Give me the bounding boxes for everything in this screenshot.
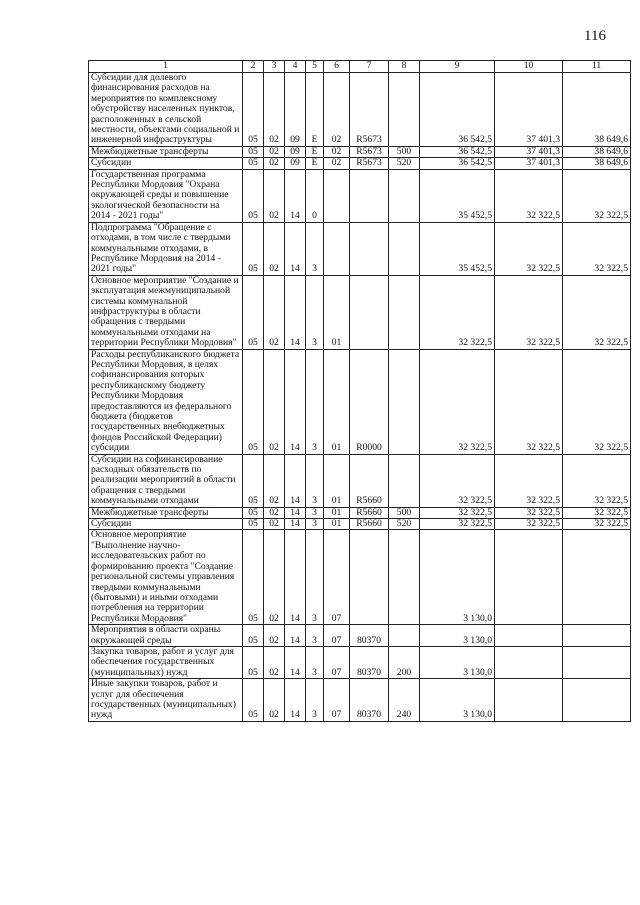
program-code-cell: 14 (285, 454, 306, 507)
amount-2019-cell: 3 130,0 (420, 646, 495, 678)
amount-2021-cell (563, 679, 631, 722)
table-row (89, 146, 631, 157)
subsection-code-cell: 02 (264, 519, 285, 530)
row-name-cell: Субсидии на софинансирование расходных обязательств по реализации мероприятий в области обращения с твердыми коммунальными отходами (89, 454, 243, 507)
section-code-cell: 05 (243, 73, 264, 147)
subprogram-code-cell: E (306, 73, 324, 147)
section-code-cell: 05 (243, 275, 264, 349)
subprogram-code-cell: 3 (306, 530, 324, 625)
amount-2021-cell: 32 322,5 (563, 275, 631, 349)
program-code-cell: 14 (285, 507, 306, 518)
amount-2019-cell: 32 322,5 (420, 275, 495, 349)
table-row (89, 169, 631, 222)
subsection-code-cell: 02 (264, 169, 285, 222)
event-code-cell: 07 (324, 625, 350, 647)
event-code-cell: 07 (324, 646, 350, 678)
header-cell: 2 (243, 61, 264, 73)
section-code-cell: 05 (243, 530, 264, 625)
expense-code-cell (350, 275, 389, 349)
expense-code-cell: R0000 (350, 349, 389, 454)
program-code-cell: 14 (285, 275, 306, 349)
section-code-cell: 05 (243, 646, 264, 678)
subsection-code-cell: 02 (264, 222, 285, 275)
header-cell: 9 (420, 61, 495, 73)
program-code-cell: 14 (285, 530, 306, 625)
subprogram-code-cell: E (306, 158, 324, 169)
amount-2020-cell: 32 322,5 (495, 519, 563, 530)
amount-2019-cell: 32 322,5 (420, 519, 495, 530)
expense-code-cell (350, 169, 389, 222)
section-code-cell: 05 (243, 146, 264, 157)
amount-2021-cell: 38 649,6 (563, 73, 631, 147)
section-code-cell: 05 (243, 169, 264, 222)
amount-2021-cell (563, 530, 631, 625)
subsection-code-cell: 02 (264, 454, 285, 507)
section-code-cell: 05 (243, 519, 264, 530)
subprogram-code-cell: 3 (306, 222, 324, 275)
amount-2021-cell (563, 625, 631, 647)
header-cell: 8 (389, 61, 420, 73)
event-code-cell: 02 (324, 73, 350, 147)
amount-2020-cell: 32 322,5 (495, 222, 563, 275)
section-code-cell: 05 (243, 454, 264, 507)
event-code-cell: 01 (324, 507, 350, 518)
subprogram-code-cell: 3 (306, 679, 324, 722)
table-row (89, 519, 631, 530)
type-code-cell: 520 (389, 158, 420, 169)
program-code-cell: 09 (285, 73, 306, 147)
event-code-cell: 01 (324, 349, 350, 454)
header-cell: 1 (89, 61, 243, 73)
header-cell: 4 (285, 61, 306, 73)
expense-code-cell (350, 530, 389, 625)
amount-2019-cell: 3 130,0 (420, 679, 495, 722)
amount-2019-cell: 32 322,5 (420, 507, 495, 518)
event-code-cell: 01 (324, 519, 350, 530)
subprogram-code-cell: 3 (306, 349, 324, 454)
event-code-cell (324, 222, 350, 275)
type-code-cell: 520 (389, 519, 420, 530)
expense-code-cell: 80370 (350, 625, 389, 647)
type-code-cell (389, 530, 420, 625)
expense-code-cell: R5660 (350, 507, 389, 518)
table-row (89, 454, 631, 507)
event-code-cell: 01 (324, 454, 350, 507)
program-code-cell: 14 (285, 646, 306, 678)
table-row (89, 73, 631, 147)
budget-table (88, 60, 631, 722)
program-code-cell: 09 (285, 158, 306, 169)
row-name-cell: Иные закупки товаров, работ и услуг для обеспечения государственных (муниципальных) нужд (89, 679, 243, 722)
amount-2020-cell: 32 322,5 (495, 454, 563, 507)
table-header-row (89, 61, 631, 73)
expense-code-cell: R5673 (350, 158, 389, 169)
amount-2021-cell: 32 322,5 (563, 222, 631, 275)
program-code-cell: 14 (285, 625, 306, 647)
row-name-cell: Субсидии для долевого финансирования расходов на мероприятия по комплексному обустройству населенных пунктов, расположенных в сельской местности, объектами социальной и инженерной инфраструктуры (89, 73, 243, 147)
row-name-cell: Межбюджетные трансферты (89, 146, 243, 157)
amount-2019-cell: 35 452,5 (420, 169, 495, 222)
table-row (89, 158, 631, 169)
amount-2019-cell: 35 452,5 (420, 222, 495, 275)
section-code-cell: 05 (243, 625, 264, 647)
program-code-cell: 14 (285, 519, 306, 530)
expense-code-cell: R5660 (350, 454, 389, 507)
header-cell: 5 (306, 61, 324, 73)
table-row (89, 275, 631, 349)
program-code-cell: 14 (285, 349, 306, 454)
section-code-cell: 05 (243, 158, 264, 169)
type-code-cell (389, 222, 420, 275)
type-code-cell: 500 (389, 507, 420, 518)
row-name-cell: Подпрограмма "Обращение с отходами, в том числе с твердыми коммунальными отходами, в Республике Мордовия на 2014 - 2021 годы" (89, 222, 243, 275)
amount-2019-cell: 32 322,5 (420, 454, 495, 507)
subsection-code-cell: 02 (264, 507, 285, 518)
amount-2021-cell: 32 322,5 (563, 349, 631, 454)
subsection-code-cell: 02 (264, 349, 285, 454)
subsection-code-cell: 02 (264, 158, 285, 169)
amount-2020-cell: 32 322,5 (495, 169, 563, 222)
type-code-cell: 240 (389, 679, 420, 722)
amount-2020-cell: 37 401,3 (495, 146, 563, 157)
subsection-code-cell: 02 (264, 275, 285, 349)
subprogram-code-cell: 3 (306, 519, 324, 530)
type-code-cell (389, 454, 420, 507)
event-code-cell (324, 169, 350, 222)
row-name-cell: Закупка товаров, работ и услуг для обеспечения государственных (муниципальных) нужд (89, 646, 243, 678)
table-row (89, 530, 631, 625)
event-code-cell: 07 (324, 530, 350, 625)
row-name-cell: Основное мероприятие "Создание и эксплуатация межмуниципальной системы коммунальной инфраструктуры в области обращения с твердыми коммунальными отходами на территории Республики Мордовия" (89, 275, 243, 349)
amount-2020-cell: 32 322,5 (495, 275, 563, 349)
subprogram-code-cell: 3 (306, 275, 324, 349)
expense-code-cell: R5660 (350, 519, 389, 530)
type-code-cell (389, 169, 420, 222)
amount-2020-cell (495, 530, 563, 625)
subprogram-code-cell: 3 (306, 507, 324, 518)
table-row (89, 507, 631, 518)
amount-2021-cell: 38 649,6 (563, 146, 631, 157)
subsection-code-cell: 02 (264, 146, 285, 157)
type-code-cell (389, 349, 420, 454)
amount-2021-cell: 32 322,5 (563, 169, 631, 222)
amount-2019-cell: 36 542,5 (420, 146, 495, 157)
amount-2019-cell: 3 130,0 (420, 530, 495, 625)
amount-2019-cell: 36 542,5 (420, 73, 495, 147)
header-cell: 11 (563, 61, 631, 73)
header-cell: 10 (495, 61, 563, 73)
type-code-cell: 500 (389, 146, 420, 157)
section-code-cell: 05 (243, 222, 264, 275)
amount-2019-cell: 36 542,5 (420, 158, 495, 169)
amount-2021-cell: 32 322,5 (563, 507, 631, 518)
type-code-cell (389, 73, 420, 147)
table-row (89, 646, 631, 678)
row-name-cell: Мероприятия в области охраны окружающей среды (89, 625, 243, 647)
expense-code-cell: R5673 (350, 146, 389, 157)
row-name-cell: Межбюджетные трансферты (89, 507, 243, 518)
amount-2021-cell: 32 322,5 (563, 519, 631, 530)
subsection-code-cell: 02 (264, 679, 285, 722)
row-name-cell: Расходы республиканского бюджета Республики Мордовия, в целях софинансирования которых республиканскому бюджету Республики Мордовия предоставляются из федерального бюджета (бюджетов государственных внебюджетных фондов Российской Федерации) субсидии (89, 349, 243, 454)
program-code-cell: 09 (285, 146, 306, 157)
event-code-cell: 02 (324, 146, 350, 157)
row-name-cell: Государственная программа Республики Мордовия "Охрана окружающей среды и повышение экологической безопасности на 2014 - 2021 годы" (89, 169, 243, 222)
header-cell: 6 (324, 61, 350, 73)
expense-code-cell: R5673 (350, 73, 389, 147)
event-code-cell: 01 (324, 275, 350, 349)
table-row (89, 625, 631, 647)
expense-code-cell: 80370 (350, 679, 389, 722)
subsection-code-cell: 02 (264, 73, 285, 147)
section-code-cell: 05 (243, 679, 264, 722)
event-code-cell: 07 (324, 679, 350, 722)
type-code-cell (389, 275, 420, 349)
program-code-cell: 14 (285, 679, 306, 722)
section-code-cell: 05 (243, 507, 264, 518)
type-code-cell (389, 625, 420, 647)
amount-2021-cell (563, 646, 631, 678)
subprogram-code-cell: 3 (306, 454, 324, 507)
amount-2020-cell: 32 322,5 (495, 349, 563, 454)
event-code-cell: 02 (324, 158, 350, 169)
amount-2020-cell: 37 401,3 (495, 73, 563, 147)
amount-2019-cell: 3 130,0 (420, 625, 495, 647)
subprogram-code-cell: E (306, 146, 324, 157)
expense-code-cell: 80370 (350, 646, 389, 678)
amount-2020-cell: 37 401,3 (495, 158, 563, 169)
type-code-cell: 200 (389, 646, 420, 678)
row-name-cell: Субсидии (89, 158, 243, 169)
subprogram-code-cell: 3 (306, 625, 324, 647)
program-code-cell: 14 (285, 169, 306, 222)
amount-2021-cell: 38 649,6 (563, 158, 631, 169)
program-code-cell: 14 (285, 222, 306, 275)
table-row (89, 679, 631, 722)
subprogram-code-cell: 3 (306, 646, 324, 678)
header-cell: 3 (264, 61, 285, 73)
table-row (89, 222, 631, 275)
amount-2020-cell: 32 322,5 (495, 507, 563, 518)
row-name-cell: Субсидии (89, 519, 243, 530)
amount-2020-cell (495, 625, 563, 647)
amount-2019-cell: 32 322,5 (420, 349, 495, 454)
subsection-code-cell: 02 (264, 646, 285, 678)
subprogram-code-cell: 0 (306, 169, 324, 222)
subsection-code-cell: 02 (264, 530, 285, 625)
amount-2020-cell (495, 679, 563, 722)
subsection-code-cell: 02 (264, 625, 285, 647)
section-code-cell: 05 (243, 349, 264, 454)
expense-code-cell (350, 222, 389, 275)
table-row (89, 349, 631, 454)
page-number: 116 (584, 28, 606, 44)
amount-2020-cell (495, 646, 563, 678)
row-name-cell: Основное мероприятие "Выполнение научно-исследовательских работ по формированию проекта "Создание региональной системы управления твердыми коммунальными (бытовыми) и иными отходами потребления на территории Республики Мордовия" (89, 530, 243, 625)
header-cell: 7 (350, 61, 389, 73)
amount-2021-cell: 32 322,5 (563, 454, 631, 507)
